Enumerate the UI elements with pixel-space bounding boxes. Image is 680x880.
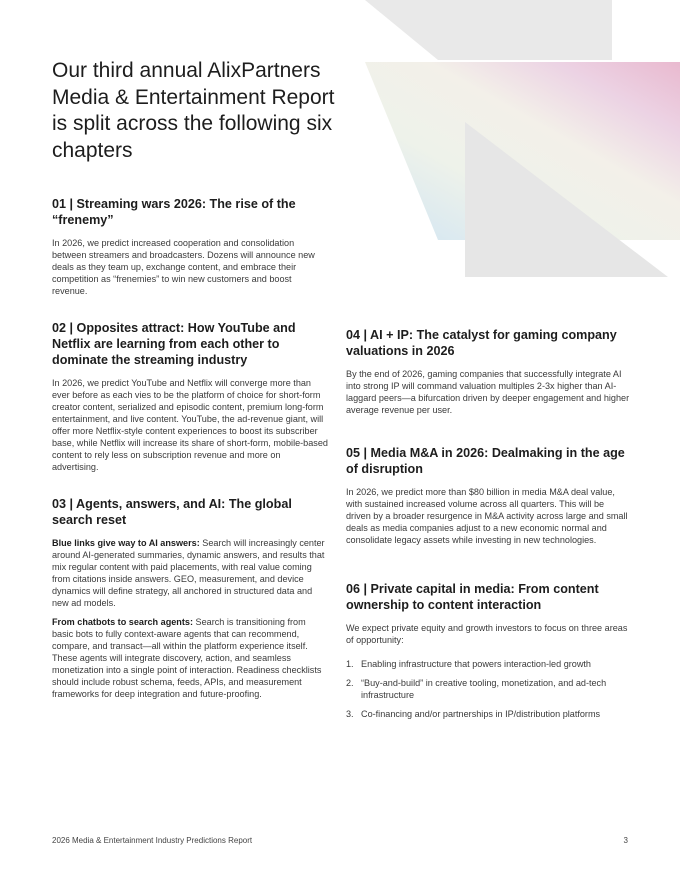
chapter-05-body: In 2026, we predict more than $80 billion in media M&A deal value, with sustained increased volume across all quarters. This will be driven by a broader resurgence in M&A activity across large and small deals as media companies adjust to a new economic normal and consolidate legacy assets while investing in new technologies. (346, 487, 628, 545)
chapter-03-section-1 (52, 537, 328, 609)
list-item-number: 2. (346, 678, 354, 688)
gray-top-shape (365, 0, 612, 60)
chapter-01 (52, 196, 328, 304)
page-title: Our third annual AlixPartners Media & Entertainment Report is split across the following six chapters (52, 59, 335, 162)
opportunities-list (346, 658, 630, 720)
chapter-06-body: We expect private equity and growth investors to focus on three areas of opportunity: (346, 623, 628, 645)
section-lead: Blue links give way to AI answers: (52, 538, 200, 548)
list-item-number: 1. (346, 659, 354, 669)
chapter-03-heading: 03 | Agents, answers, and AI: The global search reset (52, 497, 292, 527)
chapter-02 (52, 320, 328, 480)
chapter-06 (346, 581, 630, 727)
list-item (346, 658, 630, 670)
chapter-01-heading: 01 | Streaming wars 2026: The rise of the “frenemy” (52, 197, 296, 227)
chapter-03 (52, 496, 328, 707)
chapter-05 (346, 445, 630, 553)
page-footer (52, 836, 628, 845)
section-body: Search will increasingly center around AI-generated summaries, dynamic answers, and results that mix regular content with paid placements, with real value coming from citations inside answers. GEO, measurement, and device dynamics will define strategy, all anchored in structured data and new ad models. (52, 538, 325, 608)
footer-report-name: 2026 Media & Entertainment Industry Predictions Report (52, 836, 253, 845)
section-lead: From chatbots to search agents: (52, 617, 193, 627)
chapter-01-body: In 2026, we predict increased cooperation and consolidation between streamers and broadcasters. Dozens will announce new deals as they team up, exchange content, and embrace their competition as “frenemies” to win new customers and boost revenue. (52, 238, 315, 296)
chapter-03-section-2 (52, 616, 328, 700)
chapter-05-heading: 05 | Media M&A in 2026: Dealmaking in the age of disruption (346, 446, 625, 476)
list-item-number: 3. (346, 709, 354, 719)
chapter-02-heading: 02 | Opposites attract: How YouTube and Netflix are learning from each other to dominate the streaming industry (52, 321, 296, 367)
chapter-04 (346, 327, 630, 423)
list-item (346, 708, 630, 720)
chapter-02-body: In 2026, we predict YouTube and Netflix will converge more than ever before as each vies to be the platform of choice for short-form creator content, serialized and episodic content, premium long-form entertainment, and live content. YouTube, the ad-revenue giant, will offer more Netflix-style content experiences to boost its subscriber base, while Netflix will increase its share of short-form, mobile-based content to rely less on subscription revenue and more on advertising. (52, 378, 328, 472)
section-body: Search is transitioning from basic bots to fully context-aware agents that can recommend, compare, and transact—all within the platform experience itself. These agents will integrate discovery, action, and seamless monetization into a single point of interaction. Readiness checklists should include robust schema, feeds, APIs, and measurement frameworks for deep integration and future-proofing. (52, 617, 322, 699)
chapter-04-heading: 04 | AI + IP: The catalyst for gaming company valuations in 2026 (346, 328, 617, 358)
footer-page-number: 3 (623, 836, 628, 845)
chapter-04-body: By the end of 2026, gaming companies that successfully integrate AI into strong IP will command valuation multiples 2-3x higher than AI-laggard peers—a bifurcation driven by deeper engagement and higher average revenue per user. (346, 369, 630, 415)
chapter-06-heading: 06 | Private capital in media: From content ownership to content interaction (346, 582, 599, 612)
list-item-text: Enabling infrastructure that powers interaction-led growth (361, 659, 591, 669)
list-item-text: “Buy-and-build” in creative tooling, monetization, and ad-tech infrastructure (361, 678, 607, 700)
list-item (346, 677, 630, 701)
list-item-text: Co-financing and/or partnerships in IP/distribution platforms (361, 709, 601, 719)
